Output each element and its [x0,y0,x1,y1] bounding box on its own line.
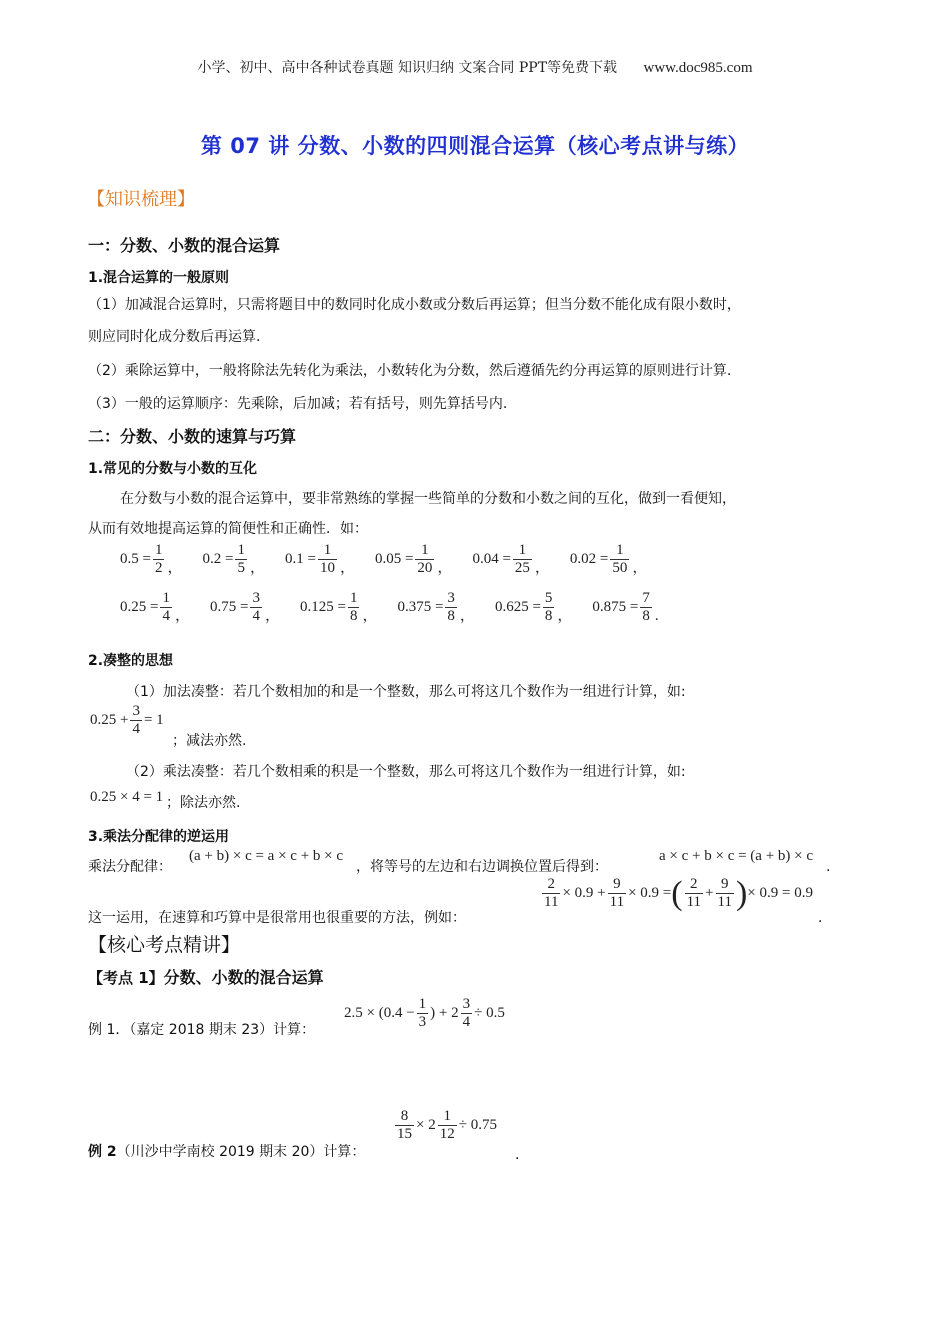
decimal-value: 0.625 = [494,599,541,615]
example-2-label [88,1142,365,1162]
part1-p3: （3）一般的运算顺序：先乘除，后加减；若有括号，则先算括号内. [88,396,508,412]
part1-heading: 一：分数、小数的混合运算 [88,236,281,255]
add-rounding-text: （1）加法凑整：若几个数相加的和是一个整数，那么可将这几个数作为一组进行计算，如: [126,684,686,700]
example-2-source: （川沙中学南校 2019 期末 20）计算： [116,1144,366,1160]
fraction-value: $\frac{5}{8}$ [544,590,553,624]
example-2-expression: $\frac{8}{15}$ × 2 $\frac{1}{12}$ ÷ 0.75 [397,1108,497,1142]
part1-p1b: 则应同时化成分数后再运算. [88,329,261,345]
section-core-heading: 【核心考点精讲】 [88,934,241,956]
separator: ， [339,560,355,576]
section-knowledge-heading: 【知识梳理】 [87,189,195,210]
part2-sub1: 1.常见的分数与小数的互化 [88,461,258,477]
decimal-value: 0.5 = [120,551,151,567]
fraction-value: $\frac{1}{2}$ [154,542,163,576]
kaodian1-heading [88,968,324,988]
mul-rounding-text: （2）乘法凑整：若几个数相乘的积是一个整数，那么可将这几个数作为一组进行计算，如: [126,764,686,780]
conversion-item [397,590,474,625]
separator: ， [459,608,475,624]
separator: . [654,608,659,624]
fraction-value: $\frac{7}{8}$ [642,590,650,624]
part1-p1a: （1）加减混合运算时，只需将题目中的数同时化成小数或分数后再运算；但当分数不能化成有限小数时， [88,297,741,313]
decimal-value: 0.375 = [397,599,444,615]
distributive-expression: (a + b) × c = a × c + b × c [189,848,344,864]
decimal-value: 0.02 = [569,551,609,567]
conversion-item [210,590,280,625]
decimal-value: 0.2 = [202,551,234,567]
separator: ， [557,608,573,624]
example-2-end: . [515,1147,520,1163]
part1-p2: （2）乘除运算中，一般将除法先转化为乘法，小数转化为分数，然后遵循先约分再运算的原则进行计算. [88,363,732,379]
part2-p1a: 在分数与小数的混合运算中，要非常熟练的掌握一些简单的分数和小数之间的互化，做到一看便知， [120,491,736,507]
conversion-item [592,590,658,625]
decimal-value: 0.25 = [120,599,159,615]
part1-sub1: 1.混合运算的一般原则 [88,270,230,286]
fraction-value: $\frac{1}{25}$ [514,542,530,576]
fraction-value: $\frac{1}{5}$ [237,542,245,576]
header-text: 小学、初中、高中各种试卷真题 知识归纳 文案合同 PPT等免费下载 [197,60,618,76]
decimal-value: 0.04 = [472,551,511,567]
kaodian1-title: 分数、小数的混合运算 [163,968,324,987]
add-rounding-tail: ；减法亦然. [172,733,247,749]
conversion-item [120,542,182,577]
distributive-use-text: 这一运用，在速算和巧算中是很常用也很重要的方法，例如： [88,910,466,926]
part2-p1b: 从而有效地提高运算的简便性和正确性．如： [88,521,368,537]
header-site-link[interactable]: www.doc985.com [643,60,753,76]
distributive-end: . [826,859,831,875]
separator: ， [362,608,378,624]
decimal-value: 0.875 = [592,599,639,615]
fraction-value: $\frac{1}{10}$ [319,542,335,576]
part2-sub3: 3.乘法分配律的逆运用 [88,829,230,845]
decimal-value: 0.05 = [374,551,414,567]
decimal-value: 0.1 = [284,551,316,567]
example-2-number: 例 2 [88,1144,117,1160]
distributive-label: 乘法分配律： [88,859,172,875]
conversion-item [375,542,452,577]
conversion-item [120,590,190,625]
conversion-item [285,542,355,577]
fraction-value: $\frac{3}{8}$ [447,590,455,624]
kaodian1-tag: 【考点 1】 [88,969,164,987]
conversion-item [495,590,572,625]
distributive-example: $\frac{2}{11}$ × 0.9 + $\frac{9}{11}$ × 0.9 = ( $\frac{2}{11}$ + $\frac{9}{11}$ ) × 0.9 = 0.9 [544,874,813,912]
lecture-title: 第 07 讲 分数、小数的四则混合运算（核心考点讲与练） [200,134,750,158]
fraction-value: $\frac{1}{4}$ [162,590,170,624]
fraction-value: $\frac{3}{4}$ [252,590,260,624]
distributive-middle-text: ，将等号的左边和右边调换位置后得到： [356,859,608,875]
distributive-reversed-expression: a × c + b × c = (a + b) × c [659,848,814,864]
decimal-value: 0.75 = [209,599,249,615]
separator: ， [264,608,280,624]
example-1-label: 例 1．（嘉定 2018 期末 23）计算： [88,1022,316,1038]
conversion-row-2 [120,590,679,625]
conversion-row-1 [120,542,667,577]
separator: ， [249,560,265,576]
part2-heading: 二：分数、小数的速算与巧算 [88,427,297,446]
separator: ， [174,608,190,624]
conversion-item [202,542,264,577]
conversion-item [300,590,377,625]
distributive-use-end: . [818,910,823,926]
decimal-value: 0.125 = [299,599,346,615]
conversion-item [472,542,549,577]
mul-rounding-tail: ；除法亦然. [166,795,241,811]
separator: ， [437,560,453,576]
fraction-value: $\frac{1}{20}$ [417,542,433,576]
fraction-value: $\frac{1}{50}$ [612,542,628,576]
page-header [0,57,950,77]
separator: ， [632,560,648,576]
part2-sub2: 2.凑整的思想 [88,653,174,669]
mul-rounding-example: 0.25 × 4 = 1 [90,789,164,805]
example-1-expression: 2.5 × (0.4 − $\frac{1}{3}$ ) + 2 $\frac{3}{4}$ ÷ 0.5 [344,996,505,1030]
add-rounding-example: 0.25 + $\frac{3}{4}$ = 1 [90,703,164,737]
fraction-value: $\frac{1}{8}$ [349,590,358,624]
conversion-item [570,542,647,577]
separator: ， [167,560,183,576]
separator: ， [534,560,550,576]
